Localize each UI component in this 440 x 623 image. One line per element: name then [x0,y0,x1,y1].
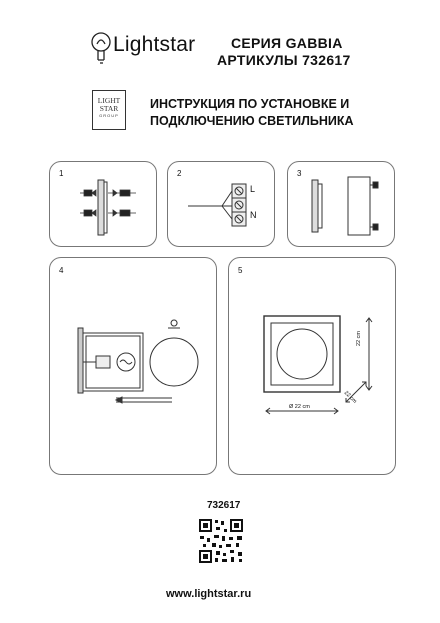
article-title: АРТИКУЛЫ 732617 [217,52,351,68]
step-number: 2 [177,169,182,178]
step-panel-4 [49,257,217,475]
step-panel-3 [287,161,395,247]
step-panel-2 [167,161,275,247]
article-code: 732617 [207,500,241,511]
step-panel-5 [228,257,396,475]
step-number: 5 [238,266,243,275]
width-dimension-label: Ø 22 cm [289,404,310,410]
step-number: 4 [59,266,64,275]
badge-line-1: LIGHT [97,96,121,105]
series-title: СЕРИЯ GABBIA [231,35,343,51]
badge-line-2: STAR [99,104,119,113]
brand-name: Lightstar [113,33,196,56]
instruction-title-line1: ИНСТРУКЦИЯ ПО УСТАНОВКЕ И [150,97,350,111]
step-number: 3 [297,169,302,178]
lightbulb-logo-icon [92,33,110,63]
badge-line-3: GROUP [99,113,119,118]
step-number: 1 [59,169,64,178]
wire-label-l: L [250,184,256,194]
wire-label-n: N [250,210,257,220]
step-panel-1 [49,161,157,247]
website-link[interactable]: www.lightstar.ru [166,588,252,600]
depth-dimension-label: 22 cm [342,390,358,405]
height-dimension-label: 22 cm [356,331,362,346]
lightstar-group-badge [92,90,126,130]
instruction-title-line2: ПОДКЛЮЧЕНИЮ СВЕТИЛЬНИКА [150,114,354,128]
qr-code-icon [198,518,244,564]
